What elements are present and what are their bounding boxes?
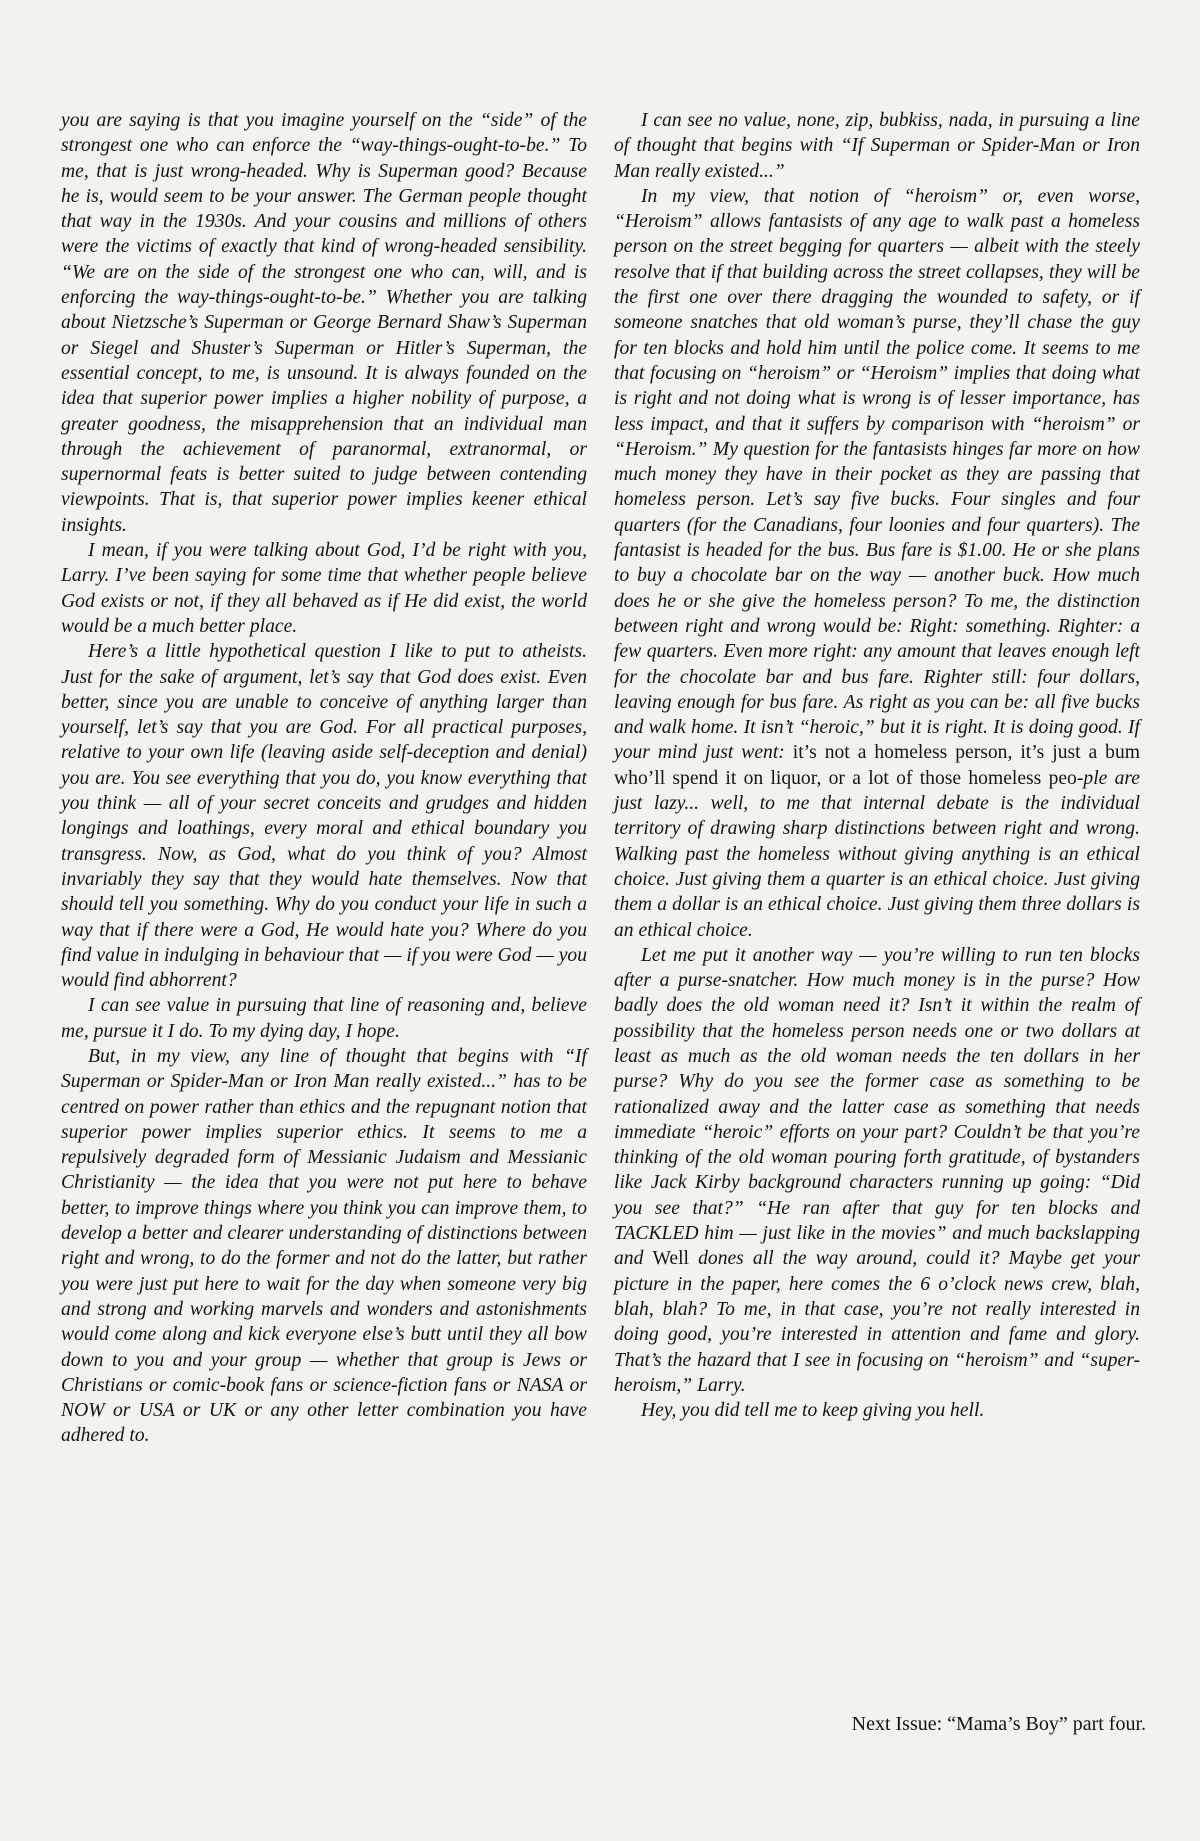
upright-word: Well (652, 1248, 689, 1270)
paragraph-purse (614, 943, 1140, 1398)
paragraph-text: Let me put it another way — you’re willing to run ten blocks after a purse-snatcher. How much money is in the purse? How badly does the old woman need it? Isn’t it within the realm of possibility that the homeless person needs one or two dollars at least as much as the old woman needs the ten dollars in her purse? Why do you see the former case as something to be rationalized away and the latter case as something that needs immediate “heroic” efforts on your part? Couldn’t be that you’re thinking of the old woman pouring forth gratitude, of bystanders like Jack Kirby background characters running up going: “Did you see that?” “He ran after that guy for ten blocks and TACKLED him — just like in the movies” and much backslapping and (614, 944, 1140, 1270)
right-column (614, 108, 1140, 1423)
upright-quote: it’s not a homeless person, it’s just a bum who’ll spend it on liquor, or a lot of those homeless peo- (614, 742, 1141, 789)
next-issue-note: Next Issue: “Mama’s Boy” part four. (851, 1713, 1146, 1735)
paragraph-heroism (614, 184, 1140, 943)
left-column (61, 108, 587, 1449)
paragraph: you are saying is that you imagine yourself on the “side” of the strongest one who can enforce the “way-things-ought-to-be.” To me, that is just wrong-headed. Why is Superman good? Because he is, would seem to be your answer. The German people thought that way in the 1930s. And your cousins and millions of others were the victims of exactly that kind of wrong-headed sensibility. “We are on the side of the strongest one who can, will, and is enforcing the way-things-ought-to-be.” Whether you are talking about Nietzsche’s Superman or George Bernard Shaw’s Superman or Siegel and Shuster’s Superman or Hitler’s Superman, the essential concept, to me, is unsound. It is always founded on the idea that superior power implies a higher nobility of purpose, a greater goodness, the misapprehension that an individual man through the achievement of paranormal, extranormal, or supernormal feats is better suited to judge between contending viewpoints. That is, that superior power implies keener ethical insights. (61, 110, 587, 536)
paragraph: But, in my view, any line of thought that begins with “If Superman or Spider-Man or Iron Man really existed...” has to be centred on power rather than ethics and the repugnant notion that superior power implies superior ethics. It seems to me a repulsively degraded form of Messianic Judaism and Messianic Christianity — the idea that you were not put here to behave better, to improve things where you think you can improve them, to develop a better and clearer understanding of distinctions between right and wrong, to do the former and not do the latter, but rather you were just put here to wait for the day when someone very big and strong and working marvels and wonders and astonishments would come along and kick everyone else’s butt until they all bow down to you and your group — whether that group is Jews or Christians or comic-book fans or science-fiction fans or NASA or NOW or USA or UK or any other letter combination you have adhered to. (61, 1045, 587, 1447)
paragraph-text: In my view, that notion of “heroism” or, even worse, “Heroism” allows fantasists of any age to walk past a homeless person on the street begging for quarters — albeit with the steely resolve that if that building across the street collapses, they will be the first one over there dragging the wounded to safety, or if someone snatches that old woman’s purse, they’ll chase the guy for ten blocks and hold him until the police come. It seems to me that focusing on “heroism” or “Heroism” implies that doing what is right and not doing what is wrong is of lesser importance, has less impact, and that it suffers by comparison with “heroism” or “Heroism.” My question for the fantasists hinges far more on how much money they have in their pocket as they are passing that homeless person. Let’s say five bucks. Four singles and four quarters (for the Canadians, four loonies and four quarters). The fantasist is headed for the bus. Bus fare is $1.00. He or she plans to buy a chocolate bar on the way — another buck. How much does he or she give the homeless person? To me, the distinction between right and wrong would be: Right: something. Righter: a few quarters. Even more right: any amount that leaves enough left for the chocolate bar and bus fare. Righter still: four dollars, leaving enough for bus fare. As right as you can be: all five bucks and walk home. It isn’t “heroic,” but it is right. It is doing good. If your mind just went: (614, 185, 1140, 764)
paragraph-text: ple are just lazy... well, to me that internal debate is the individual territory of drawing sharp distinctions between right and wrong. Walking past the homeless without giving anything is an ethical choice. Just giving them a quarter is an ethical choice. Just giving them a dollar is an ethical choice. Just giving them three dollars is an ethical choice. (614, 767, 1140, 941)
paragraph: Here’s a little hypothetical question I like to put to atheists. Just for the sake of argument, let’s say that God does exist. Even better, since you are unable to conceive of anything larger than yourself, let’s say that you are God. For all practical purposes, relative to your own life (leaving aside self-deception and denial) you are. You see everything that you do, you know everything that you think — all of your secret conceits and grudges and hidden longings and loathings, every moral and ethical boundary you transgress. Now, as God, what do you think of you? Almost invariably they say that they would hate themselves. Now that should tell you something. Why do you conduct your life in such a way that if there were a God, He would hate you? Where do you find value in indulging in behaviour that — if you were God — you would find abhorrent? (61, 641, 587, 992)
paragraph: I can see value in pursuing that line of reasoning and, believe me, pursue it I do. To my dying day, I hope. (61, 995, 587, 1042)
paragraph: I can see no value, none, zip, bubkiss, nada, in pursuing a line of thought that begins with “If Superman or Spider-Man or Iron Man really existed...” (614, 110, 1140, 182)
paragraph-text: dones all the way around, could it? Maybe get your picture in the paper, here comes the 6 o’clock news crew, blah, blah, blah? To me, in that case, you’re not really interested in doing good, you’re interested in attention and fame and glory. That’s the hazard that I see in focusing on “heroism” and “super-heroism,” Larry. (614, 1248, 1140, 1396)
paragraph: I mean, if you were talking about God, I’d be right with you, Larry. I’ve been saying for some time that whether people believe God exists or not, if they all behaved as if He did exist, the world would be a much better place. (61, 540, 587, 637)
paragraph: Hey, you did tell me to keep giving you hell. (641, 1400, 985, 1422)
